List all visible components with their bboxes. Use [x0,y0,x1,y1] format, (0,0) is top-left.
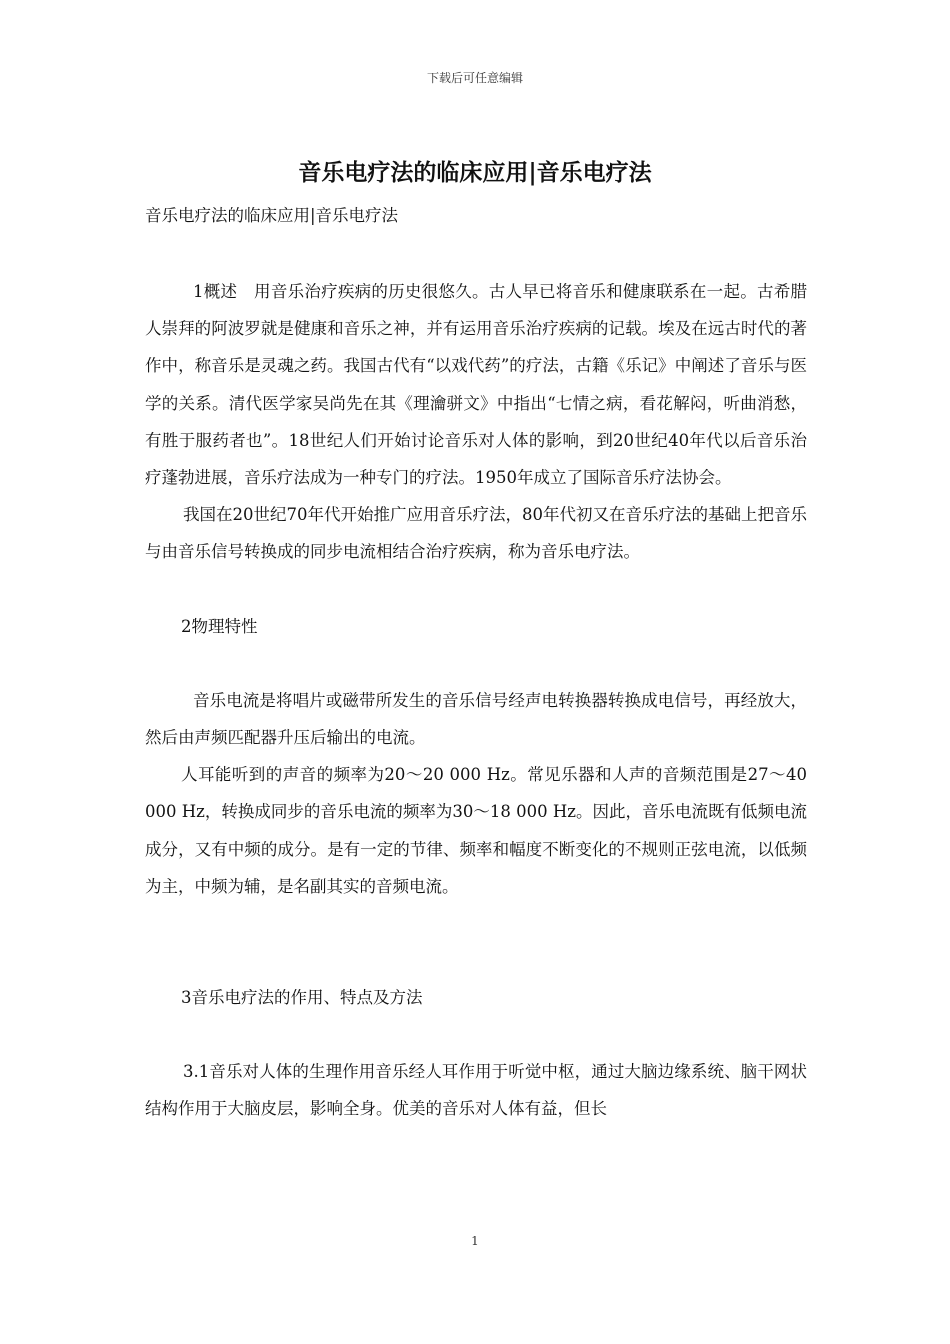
section-heading-methods: 3音乐电疗法的作用、特点及方法 [181,988,423,1008]
spacer [145,645,807,682]
physics-paragraph-2: 人耳能听到的声音的频率为20～20 000 Hz。常见乐器和人声的音频范围是27～40 000 Hz，转换成同步的音乐电流的频率为30～18 000 Hz。因此，音乐电流既有低频电流成分，又有中频的成分。是有一定的节律、频率和幅度不断变化的不规则正弦电流，以低频为主，中频为辅，是名副其实的音频电流。 [145,765,807,896]
methods-paragraph-1: 3.1音乐对人体的生理作用音乐经人耳作用于听觉中枢，通过大脑边缘系统、脑干网状结构作用于大脑皮层，影响全身。优美的音乐对人体有益，但长 [145,1062,807,1119]
page-number: 1 [471,1234,479,1248]
spacer [145,905,807,979]
document-title: 音乐电疗法的临床应用|音乐电疗法 [298,159,652,186]
section-heading-physics: 2物理特性 [181,616,258,636]
overview-paragraph-1: 1概述 用音乐治疗疾病的历史很悠久。古人早已将音乐和健康联系在一起。古希腊人崇拜的阿波罗就是健康和音乐之神，并有运用音乐治疗疾病的记载。埃及在远古时代的著作中，称音乐是灵魂之药。我国古代有“以戏代药”的疗法，古籍《乐记》中阐述了音乐与医学的关系。清代医学家吴尚先在其《理瀹骈文》中指出“七情之病，看花解闷，听曲消愁，有胜于服药者也”。18世纪人们开始讨论音乐对人体的影响，到20世纪40年代以后音乐治疗蓬勃进展，音乐疗法成为一种专门的疗法。1950年成立了国际音乐疗法协会。 [145,282,807,488]
spacer [145,1016,807,1053]
document-subtitle: 音乐电疗法的临床应用|音乐电疗法 [145,206,399,225]
document-body [145,273,807,1128]
overview-paragraph-2: 我国在20世纪70年代开始推广应用音乐疗法，80年代初又在音乐疗法的基础上把音乐与由音乐信号转换成的同步电流相结合治疗疾病，称为音乐电疗法。 [145,505,807,562]
physics-paragraph-1: 音乐电流是将唱片或磁带所发生的音乐信号经声电转换器转换成电信号，再经放大，然后由声频匹配器升压后输出的电流。 [145,690,807,748]
header-note: 下载后可任意编辑 [426,71,523,85]
spacer [145,571,807,608]
